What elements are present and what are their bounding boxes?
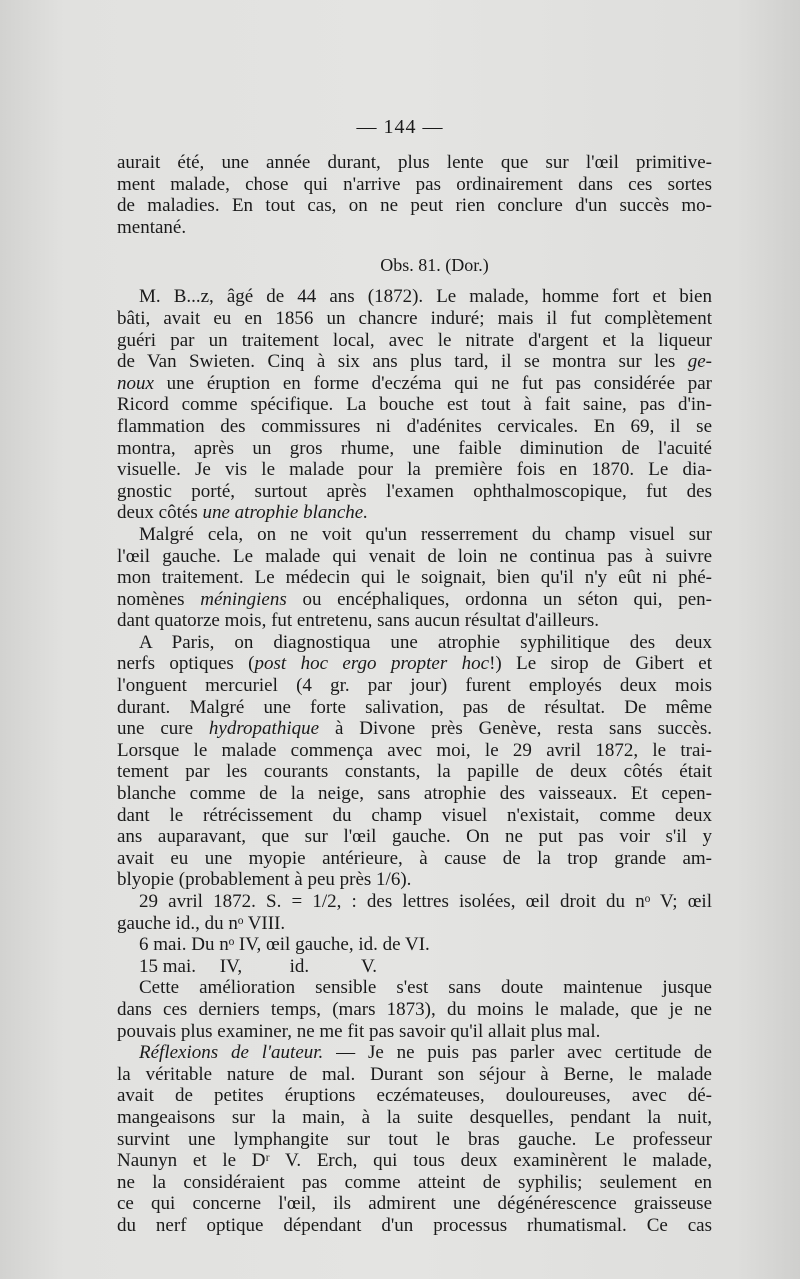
text-line: tement par les courants constants, la papille de deux côtés était bbox=[117, 761, 712, 783]
text-line: A Paris, on diagnostiqua une atrophie syphilitique des deux bbox=[139, 631, 712, 653]
text-line: mentané. bbox=[117, 216, 187, 238]
text-line: de maladies. En tout cas, on ne peut rien conclure d'un succès mo- bbox=[117, 195, 712, 217]
text-line bbox=[117, 589, 712, 611]
italic-term: noux bbox=[117, 372, 154, 394]
text-line: 29 avril 1872. S. = 1/2, : des lettres isolées, œil droit du nᵒ V; œil bbox=[139, 891, 712, 912]
text-line: bâti, avait eu en 1856 un chancre induré; mais il fut complètement bbox=[117, 307, 712, 329]
case-paragraph bbox=[117, 286, 712, 524]
text-line: Malgré cela, on ne voit qu'un resserrement du champ visuel sur bbox=[139, 523, 712, 545]
line-part: deux côtés bbox=[117, 502, 203, 524]
page-number: — 144 — bbox=[356, 116, 444, 138]
text-line: ment malade, chose qui n'arrive pas ordinairement dans ces sortes bbox=[117, 173, 712, 195]
text-line: ce qui concerne l'œil, ils admirent une dégénérescence graisseuse bbox=[117, 1193, 712, 1215]
text-line: Naunyn et le Dʳ V. Erch, qui tous deux examinèrent le malade, bbox=[117, 1150, 712, 1172]
text-line: montra, après un gros rhume, une faible diminution de l'acuité bbox=[117, 437, 712, 459]
text-line: dant quatorze mois, fut entretenu, sans aucun résultat d'ailleurs. bbox=[117, 610, 599, 632]
text-line: avait eu une myopie antérieure, à cause de la trop grande am- bbox=[117, 847, 712, 869]
text-line: flammation des commissures ni d'adénites cervicales. En 69, il se bbox=[117, 415, 712, 437]
italic-term: une atrophie blanche. bbox=[202, 502, 368, 524]
text-line: mangeaisons sur la main, à la suite desquelles, pendant la nuit, bbox=[117, 1106, 712, 1128]
text-line: gnostic porté, surtout après l'examen ophthalmoscopique, fut des bbox=[117, 480, 712, 502]
text-line: guéri par un traitement local, avec le nitrate d'argent et la liqueur bbox=[117, 329, 712, 351]
section-label: Réflexions de l'auteur. bbox=[139, 1042, 324, 1064]
italic-term: hydropathique bbox=[208, 718, 320, 740]
text-line: blanche comme de la neige, sans atrophie des vaisseaux. Et cepen- bbox=[117, 783, 712, 805]
text-line: l'onguent mercuriel (4 gr. par jour) furent employés deux mois bbox=[117, 675, 712, 697]
author-reflections bbox=[117, 1042, 712, 1236]
line-part: de Van Swieten. Cinq à six ans plus tard, il se montra sur les bbox=[117, 351, 688, 373]
paragraph bbox=[117, 977, 712, 1042]
text-line: du nerf optique dépendant d'un processus rhumatismal. Ce cas bbox=[117, 1214, 712, 1236]
text-line: visuelle. Je vis le malade pour la première fois en 1870. Le dia- bbox=[117, 459, 712, 481]
text-line bbox=[117, 653, 712, 675]
text-line: M. B...z, âgé de 44 ans (1872). Le malade, homme fort et bien bbox=[139, 286, 712, 308]
text-line: l'œil gauche. Le malade qui venait de loin ne continua pas à suivre bbox=[117, 545, 712, 567]
text-line: Lorsque le malade commença avec moi, le 29 avril 1872, le trai- bbox=[117, 739, 712, 761]
line-part: — Je ne puis pas parler avec certitude de bbox=[323, 1042, 712, 1064]
text-line: survint une lymphangite sur tout le bras gauche. Le professeur bbox=[117, 1128, 712, 1150]
italic-term: méningiens bbox=[200, 588, 287, 610]
text-line: dant le rétrécissement du champ visuel n'existait, comme deux bbox=[117, 804, 712, 826]
text-line: blyopie (probablement à peu près 1/6). bbox=[117, 869, 412, 891]
intro-paragraph bbox=[117, 152, 712, 238]
line-part: une éruption en forme d'eczéma qui ne fut pas considérée par bbox=[153, 372, 712, 394]
line-part: à Divone près Genève, resta sans succès. bbox=[319, 718, 712, 740]
text-line bbox=[117, 351, 712, 373]
line-part: nerfs optiques ( bbox=[117, 653, 255, 675]
text-line: la véritable nature de mal. Durant son séjour à Berne, le malade bbox=[117, 1063, 712, 1085]
text-line: durant. Malgré une forte salivation, pas de résultat. De même bbox=[117, 696, 712, 718]
text-line: gauche id., du nᵒ VIII. bbox=[117, 912, 286, 934]
measurement-entry: 6 mai. Du nᵒ IV, œil gauche, id. de VI. bbox=[139, 934, 430, 956]
text-line: dans ces derniers temps, (mars 1873), du moins le malade, que je ne bbox=[117, 998, 712, 1020]
text-line: Cette amélioration sensible s'est sans doute maintenue jusque bbox=[139, 977, 712, 999]
text-line: aurait été, une année durant, plus lente que sur l'œil primitive- bbox=[117, 152, 712, 173]
line-part: nomènes bbox=[117, 588, 201, 610]
line-part: une cure bbox=[117, 718, 209, 740]
text-line: mon traitement. Le médecin qui le soignait, bien qu'il n'y eût ni phé- bbox=[117, 567, 712, 589]
text-line: ne la considéraient pas comme atteint de syphilis; seulement en bbox=[117, 1171, 712, 1193]
measurement-entry: 15 mai. IV, id. V. bbox=[139, 955, 378, 977]
italic-term: ge- bbox=[687, 351, 712, 373]
line-part: ou encéphaliques, ordonna un séton qui, pen- bbox=[286, 588, 712, 610]
text-line bbox=[117, 1042, 712, 1064]
text-line bbox=[117, 502, 712, 524]
measurement-entry bbox=[117, 891, 712, 934]
line-part: !) Le sirop de Gibert et bbox=[489, 653, 712, 675]
text-line bbox=[117, 718, 712, 740]
text-line: Ricord comme spécifique. La bouche est tout à fait saine, pas d'in- bbox=[117, 394, 712, 416]
text-line: avait de petites éruptions eczémateuses, douloureuses, avec dé- bbox=[117, 1085, 712, 1107]
italic-term: post hoc ergo propter hoc bbox=[254, 653, 490, 675]
observation-heading: Obs. 81. (Dor.) bbox=[380, 255, 489, 276]
paragraph bbox=[117, 632, 712, 891]
paragraph bbox=[117, 524, 712, 632]
text-line bbox=[117, 373, 712, 395]
text-line: ans auparavant, que sur l'œil gauche. On ne put pas voir s'il y bbox=[117, 826, 712, 848]
text-line: pouvais plus examiner, ne me fit pas savoir qu'il allait plus mal. bbox=[117, 1020, 601, 1042]
page-body bbox=[117, 152, 712, 1237]
